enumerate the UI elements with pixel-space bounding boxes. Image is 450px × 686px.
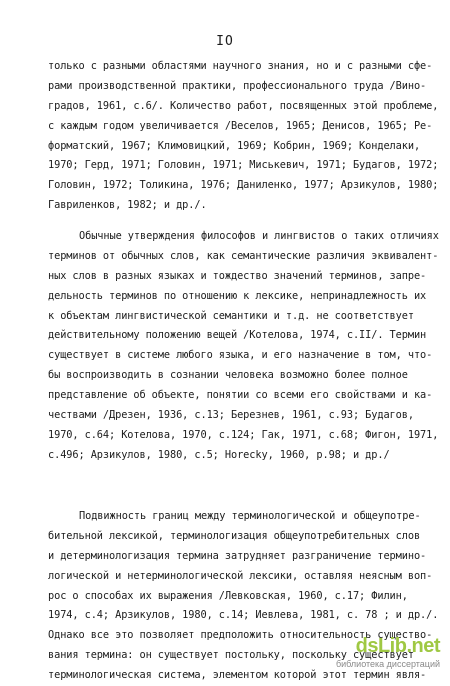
text-line: к объектам лингвистической семантики и т.д. не соответствует [48,309,414,322]
watermark-caption: библиотека диссертаций [335,659,440,669]
watermark-logo: dsLib.net [355,635,440,657]
text-line: дельность терминов по отношению к лексике, непринадлежность их [48,289,427,302]
text-line: градов, 1961, с.6/. Количество работ, посвященных этой проблеме, [48,99,439,112]
text-line: существует в системе любого языка, и его назначение в том, что- [48,349,433,362]
paragraph-2 [48,227,439,466]
text-line: терминов от обычных слов, как семантические различия эквивалент- [48,249,439,262]
text-line: бительной лексикой, терминологизация общеупотребительных слов [48,529,421,542]
text-line: с.496; Арзикулов, 1980, с.5; Horecky, 1960, p.98; и др./ [48,448,390,461]
text-line: форматский, 1967; Климовицкий, 1969; Кобрин, 1969; Конделаки, [48,139,421,152]
text-line: терминологическая система, элементом которой этот термин явля- [48,669,427,682]
paragraph-1 [48,57,439,216]
text-line: и детерминологизация термина затрудняет разграничение термино- [48,549,427,562]
text-line: с каждым годом увеличивается /Веселов, 1965; Денисов, 1965; Ре- [48,119,433,132]
text-line: бы воспроизводить в сознании человека возможно более полное [48,369,408,382]
text-line: чествами /Дрезен, 1936, с.13; Березнев, 1961, с.93; Будагов, [48,409,414,422]
text-line: Подвижность границ между терминологической и общеупотре- [79,510,421,522]
text-line: 1974, с.4; Арзикулов, 1980, с.14; Иевлева, 1981, с. 78 ; и др./. [48,609,439,622]
text-line: ных слов в разных языках и тождество значений терминов, запре- [48,269,427,282]
text-line: рос о способах их выражения /Левковская, 1960, с.17; Филин, [48,589,408,602]
text-line: действительному положению вещей /Котелова, 1974, с.II/. Термин [48,329,427,342]
text-line: представление об объекте, понятии со всеми его свойствами и ка- [48,389,433,402]
text-line: 1970, с.64; Котелова, 1970, с.124; Гак, 1971, с.68; Фигон, 1971, [48,428,439,441]
watermark [320,635,440,675]
text-line: Обычные утверждения философов и лингвистов о таких отличиях [79,230,439,242]
text-line: 1970; Герд, 1971; Головин, 1971; Миськевич, 1971; Будагов, 1972; [48,159,439,172]
text-line: Головин, 1972; Толикина, 1976; Даниленко, 1977; Арзикулов, 1980; [48,179,439,192]
text-line: только с разными областями научного знания, но и с разными сфе- [48,60,433,72]
page-number: IO [216,34,234,49]
text-line: Гавриленков, 1982; и др./. [48,199,207,212]
text-line: вания термина: он существует постольку, поскольку существует [48,649,414,662]
text-line: Однако все это позволяет предположить относительность существо- [48,629,433,642]
text-line: логической и нетерминологической лексики, оставляя неясным воп- [48,569,433,582]
text-line: рами производственной практики, профессионального труда /Вино- [48,79,427,92]
